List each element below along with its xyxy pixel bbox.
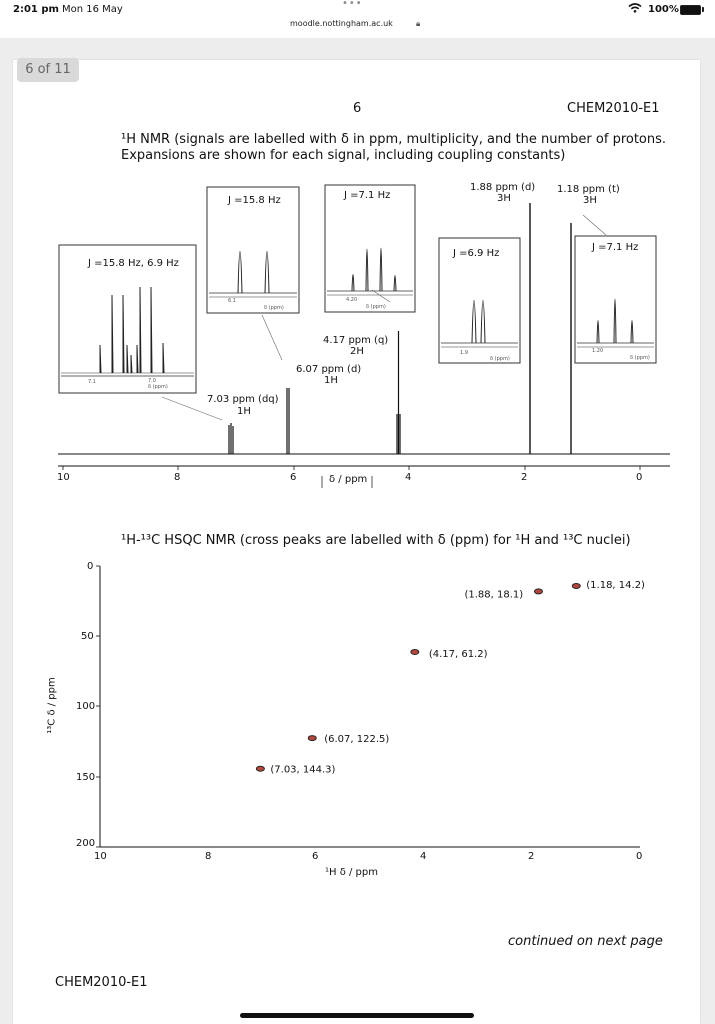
h-tick-10: 10 xyxy=(57,472,70,483)
h-tick-4: 4 xyxy=(405,472,412,483)
h-nmr-tick-marks xyxy=(63,466,640,470)
inset-tick-1.9: 1.9 xyxy=(460,350,468,356)
inset-tick-1.20: 1.20 xyxy=(592,348,604,354)
hsqc-xlabel: ¹H δ / ppm xyxy=(325,867,378,878)
battery-percent: 100% xyxy=(648,4,679,15)
signal-protons-1.18: 3H xyxy=(583,195,597,206)
hsqc-peaks xyxy=(256,580,645,776)
hsqc-cross-peak xyxy=(534,589,542,594)
hsqc-ytick-50: 50 xyxy=(81,631,94,642)
hsqc-xtick-8: 8 xyxy=(205,851,212,862)
hsqc-xtick-6: 6 xyxy=(312,851,319,862)
hsqc-cross-peak xyxy=(572,583,580,588)
inset-axis-1.18: δ (ppm) xyxy=(630,355,650,361)
hsqc-xtick-10: 10 xyxy=(94,851,107,862)
inset-axis-1.88: δ (ppm) xyxy=(490,356,510,362)
hsqc-ytick-100: 100 xyxy=(76,701,96,712)
inset-tick-6.1: 6.1 xyxy=(228,298,236,304)
hsqc-peak-label: (6.07, 122.5) xyxy=(324,734,390,746)
hsqc-cross-peak xyxy=(256,766,264,771)
signal-protons-4.17: 2H xyxy=(350,346,364,357)
signal-label-6.07: 6.07 ppm (d) xyxy=(296,364,362,375)
hsqc-peak-label: (4.17, 61.2) xyxy=(428,648,488,660)
hsqc-cross-peak xyxy=(411,649,419,654)
page-number: 6 xyxy=(353,101,362,116)
h-axis-label: δ / ppm xyxy=(329,474,368,485)
inset-j-7.03: J =15.8 Hz, 6.9 Hz xyxy=(88,258,179,269)
signal-protons-1.88: 3H xyxy=(497,193,511,204)
hsqc-cross-peak xyxy=(308,736,316,741)
signal-protons-7.03: 1H xyxy=(237,406,251,417)
exam-code: CHEM2010-E1 xyxy=(567,101,660,116)
inset-j-1.18: J =7.1 Hz xyxy=(592,242,639,253)
hsqc-peak-label: (1.88, 18.1) xyxy=(464,589,524,601)
hsqc-peak-label: (7.03, 144.3) xyxy=(270,764,336,776)
inset-axis-4.17: δ (ppm) xyxy=(366,304,386,310)
lock-icon: 🔒︎ xyxy=(416,19,421,28)
hsqc-ytick-200: 200 xyxy=(76,838,96,849)
h-nmr-caption-line2: Expansions are shown for each signal, including coupling constants) xyxy=(121,148,566,163)
status-date: Mon 16 May xyxy=(62,4,123,15)
signal-label-1.88: 1.88 ppm (d) xyxy=(470,182,536,193)
hsqc-frame xyxy=(96,566,640,847)
inset-tick-7.1: 7.1 xyxy=(88,379,96,385)
home-indicator[interactable] xyxy=(240,1013,474,1018)
footer-code: CHEM2010-E1 xyxy=(55,975,148,990)
inset-j-6.07: J =15.8 Hz xyxy=(228,195,281,206)
page-indicator: 6 of 11 xyxy=(17,58,79,82)
inset-tick-7.0: 7.0 xyxy=(148,378,156,384)
hsqc-xtick-4: 4 xyxy=(420,851,427,862)
h-tick-8: 8 xyxy=(174,472,181,483)
inset-4.17 xyxy=(325,185,415,312)
inset-j-1.88: J =6.9 Hz xyxy=(453,248,500,259)
inset-7.03 xyxy=(59,245,222,420)
hsqc-ytick-0: 0 xyxy=(87,561,94,572)
h-tick-2: 2 xyxy=(521,472,528,483)
hsqc-caption: ¹H-¹³C HSQC NMR (cross peaks are labelled with δ (ppm) for ¹H and ¹³C nuclei) xyxy=(121,533,631,548)
inset-6.07 xyxy=(207,187,299,360)
multitask-dots-icon[interactable]: ••• xyxy=(342,0,363,9)
hsqc-ytick-150: 150 xyxy=(76,772,96,783)
inset-axis-6.07: δ (ppm) xyxy=(264,305,284,311)
h-tick-6: 6 xyxy=(290,472,297,483)
signal-label-4.17: 4.17 ppm (q) xyxy=(323,335,389,346)
inset-axis-7.03: δ (ppm) xyxy=(148,384,168,390)
h-tick-0: 0 xyxy=(636,472,643,483)
status-time: 2:01 pm xyxy=(13,4,59,15)
address-bar-url[interactable]: moodle.nottingham.ac.uk xyxy=(290,19,393,28)
inset-1.18 xyxy=(575,215,656,363)
h-nmr-caption-line1: ¹H NMR (signals are labelled with δ in ppm, multiplicity, and the number of protons. xyxy=(121,132,667,147)
continued-note: continued on next page xyxy=(508,934,663,949)
hsqc-xtick-0: 0 xyxy=(636,851,643,862)
hsqc-peak-label: (1.18, 14.2) xyxy=(586,579,645,591)
signal-protons-6.07: 1H xyxy=(324,375,338,386)
inset-j-4.17: J =7.1 Hz xyxy=(344,190,391,201)
hsqc-xtick-2: 2 xyxy=(528,851,535,862)
hsqc-ylabel: ¹³C δ / ppm xyxy=(46,677,58,734)
inset-tick-4.20: 4.20 xyxy=(346,297,358,303)
signal-label-1.18: 1.18 ppm (t) xyxy=(557,184,620,195)
signal-label-7.03: 7.03 ppm (dq) xyxy=(207,394,279,405)
